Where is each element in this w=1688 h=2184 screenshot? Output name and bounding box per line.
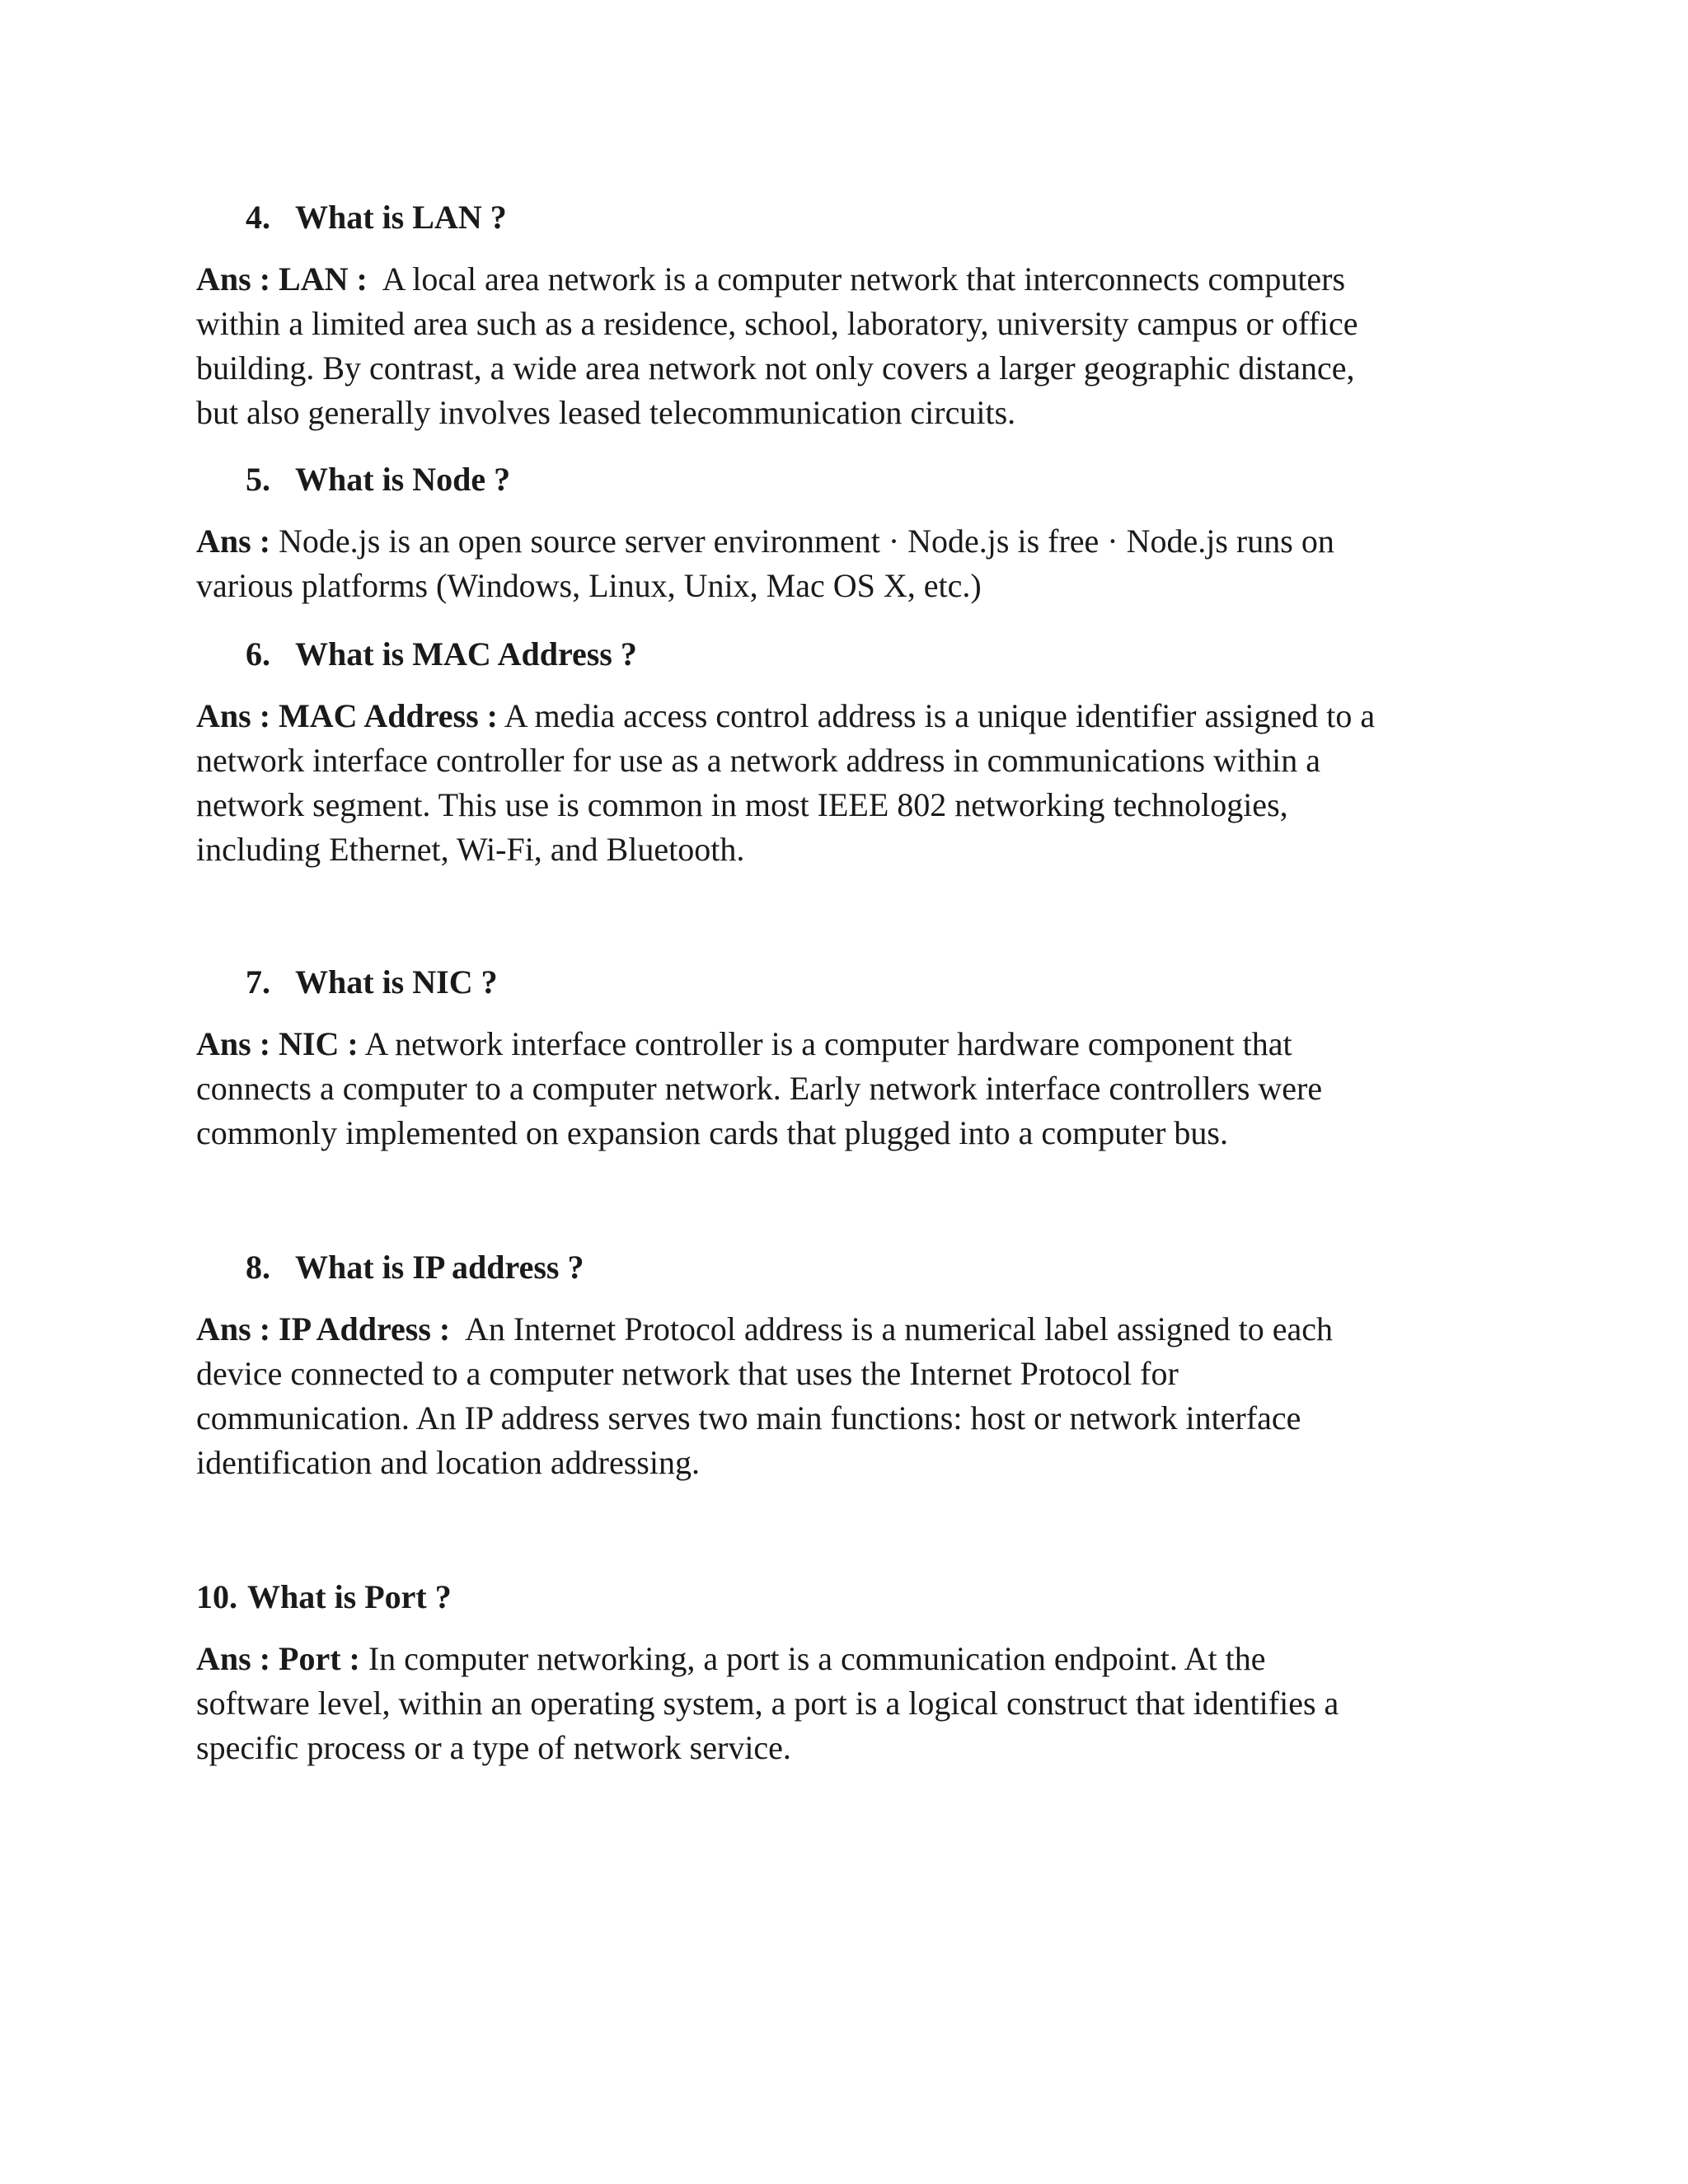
question-text: What is LAN ? <box>295 199 507 236</box>
answer-line: within a limited area such as a residence, school, laboratory, university campus or office <box>196 305 1358 342</box>
answer-line <box>196 694 1482 738</box>
answer-line: communication. An IP address serves two main functions: host or network interface <box>196 1399 1301 1436</box>
question-number: 8. <box>246 1249 270 1286</box>
answer-label: Ans : <box>196 523 271 560</box>
answer-line: commonly implemented on expansion cards that plugged into a computer bus. <box>196 1114 1228 1151</box>
answer-line: specific process or a type of network service. <box>196 1729 791 1766</box>
answer-line: network interface controller for use as a network address in communications within a <box>196 742 1321 779</box>
answer-label: Ans : NIC : <box>196 1025 359 1062</box>
answer-line <box>196 519 1482 564</box>
answer-label: Ans : LAN : <box>196 260 368 298</box>
answer-line: various platforms (Windows, Linux, Unix, Mac OS X, etc.) <box>196 567 982 604</box>
question-text: What is IP address ? <box>295 1249 584 1286</box>
answer-paragraph <box>196 1637 1482 1770</box>
answer-line: building. By contrast, a wide area network not only covers a larger geographic distance, <box>196 349 1355 387</box>
answer-line: network segment. This use is common in most IEEE 802 networking technologies, <box>196 786 1288 823</box>
answer-line: identification and location addressing. <box>196 1444 700 1481</box>
answer-paragraph <box>196 257 1482 435</box>
answer-paragraph <box>196 694 1482 872</box>
question-heading <box>246 635 637 674</box>
answer-paragraph <box>196 1022 1482 1155</box>
question-number: 10. <box>196 1578 237 1615</box>
question-heading <box>246 963 498 1002</box>
answer-text: A network interface controller is a computer hardware component that <box>364 1025 1292 1062</box>
answer-label: Ans : Port : <box>196 1640 360 1677</box>
question-text: What is NIC ? <box>295 963 498 1001</box>
answer-line <box>196 1637 1482 1681</box>
answer-line: software level, within an operating system, a port is a logical construct that identifies a <box>196 1685 1339 1722</box>
answer-line <box>196 257 1482 302</box>
question-heading <box>246 1248 584 1287</box>
question-text: What is Port ? <box>247 1578 452 1615</box>
question-heading <box>246 198 507 237</box>
answer-text: In computer networking, a port is a communication endpoint. At the <box>368 1640 1266 1677</box>
answer-line: connects a computer to a computer network. Early network interface controllers were <box>196 1070 1323 1107</box>
answer-line: including Ethernet, Wi-Fi, and Bluetooth. <box>196 831 745 868</box>
question-heading <box>196 1577 452 1617</box>
answer-line: but also generally involves leased telecommunication circuits. <box>196 394 1016 431</box>
answer-text: Node.js is an open source server environment · Node.js is free · Node.js runs on <box>279 523 1334 560</box>
answer-paragraph <box>196 519 1482 608</box>
question-number: 5. <box>246 461 270 498</box>
question-number: 6. <box>246 635 270 673</box>
question-text: What is Node ? <box>295 461 511 498</box>
answer-paragraph <box>196 1307 1482 1485</box>
question-heading <box>246 460 510 499</box>
answer-text: An Internet Protocol address is a numerical label assigned to each <box>465 1310 1334 1347</box>
answer-text: A local area network is a computer network that interconnects computers <box>382 260 1346 298</box>
question-number: 7. <box>246 963 270 1001</box>
answer-text: A media access control address is a unique identifier assigned to a <box>504 697 1376 734</box>
answer-line <box>196 1307 1482 1352</box>
answer-line: device connected to a computer network that uses the Internet Protocol for <box>196 1355 1179 1392</box>
answer-label: Ans : MAC Address : <box>196 697 498 734</box>
question-number: 4. <box>246 199 270 236</box>
question-text: What is MAC Address ? <box>295 635 637 673</box>
answer-line <box>196 1022 1482 1066</box>
answer-label: Ans : IP Address : <box>196 1310 451 1347</box>
